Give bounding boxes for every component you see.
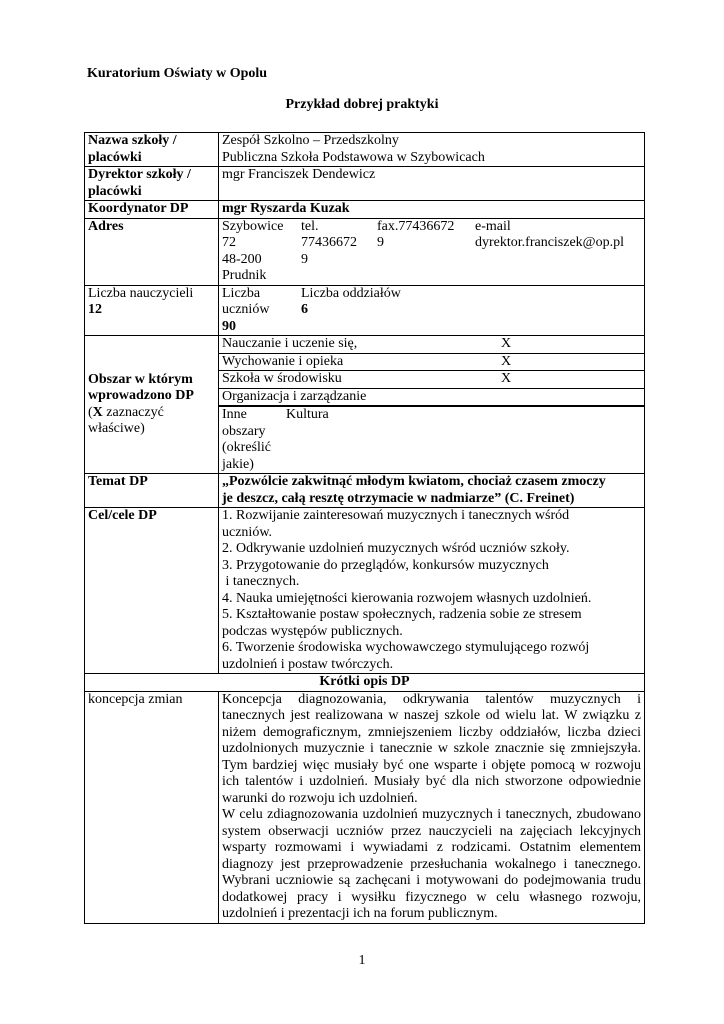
students-classes-cell	[219, 285, 645, 336]
row-short-description-header	[85, 674, 645, 692]
teachers-count-cell: Liczba nauczycieli 12	[85, 285, 219, 336]
concept-paragraph: Koncepcja diagnozowania, odkrywania talentów muzycznych i tanecznych jest realizowana w naszej szkole od wielu lat. W związku z niżem demograficznym, zmniejszeniem liczby oddziałów, liczba dzieci uzdolnionych muzycznie i tanecznie w szkole znacznie się zmniejszyła. Tym bardziej więc musiały być one wsparte i objęte pomocą w rozwoju ich talentów i uzdolnień. Musiały być dla nich stworzone odpowiednie warunki do rozwoju ich uzdolnień.	[222, 691, 641, 806]
goal-line: podczas występów publicznych.	[222, 623, 403, 639]
address-value: Szybowice 72 48-200 Prudnik	[222, 218, 284, 283]
goal-line: 5. Kształtowanie postaw społecznych, radzenia sobie ze stresem	[222, 607, 582, 622]
row-school-name	[85, 133, 645, 167]
fax-value: fax.77436672 9	[377, 218, 455, 250]
practice-table	[84, 132, 645, 924]
topic-value: „Pozwólcie zakwitnąć młodym kwiatom, chociaż czasem zmoczy je deszcz, całą resztę otrzymacie w nadmiarze” (C. Freinet)	[219, 474, 645, 508]
page-number: 1	[358, 953, 366, 968]
students-count: Liczba uczniów 90	[222, 285, 270, 334]
header-institution: Kuratorium Oświaty w Opolu	[87, 66, 268, 81]
other-area-value: Kultura	[283, 407, 644, 474]
goal-line: uczniów.	[222, 524, 273, 540]
concept-text	[219, 691, 645, 923]
label-coordinator: Koordynator DP	[85, 201, 219, 219]
tel-value: tel. 77436672 9	[301, 218, 357, 267]
goal-line: 1. Rozwijanie zainteresowań muzycznych i tanecznych wśród	[222, 508, 570, 523]
area-row-other	[219, 406, 644, 474]
area-row: Nauczanie i uczenie się, X	[219, 336, 644, 353]
concept-paragraph: W celu zdiagnozowania uzdolnień muzycznych i tanecznych, zbudowano system obserwacji uczniów przez nauczycieli na zajęciach lekcyjnych wsparty rozmowami i wywiadami z rodzicami. Ostatnim elementem diagnozy jest przeprowadzenie przesłuchania wokalnego i tanecznego. Wybrani uczniowie są zachęcani i motywowani do podejmowania trudu dodatkowej pracy i wysiłku fizycznego w celu własnego rozwoju, uzdolnień i prezentacji ich na forum publicznym.	[222, 807, 641, 921]
label-director: Dyrektor szkoły / placówki	[85, 167, 219, 201]
area-row: Wychowanie i opieka X	[219, 353, 644, 371]
label-address: Adres	[85, 218, 219, 285]
row-topic	[85, 474, 645, 508]
email-value: e-mail dyrektor.franciszek@op.pl	[475, 218, 624, 250]
goal-line: 2. Odkrywanie uzdolnień muzycznych wśród uczniów szkoły.	[222, 541, 570, 556]
area-mark	[498, 388, 644, 406]
row-coordinator	[85, 201, 645, 219]
row-concept	[85, 691, 645, 923]
goal-line: 3. Przygotowanie do przeglądów, konkursów muzycznych	[222, 557, 549, 573]
row-address	[85, 218, 645, 285]
row-goals	[85, 508, 645, 674]
row-director	[85, 167, 645, 201]
director-value: mgr Franciszek Dendewicz	[219, 167, 645, 201]
document-title: Przykład dobrej praktyki	[285, 97, 439, 112]
label-topic: Temat DP	[85, 474, 219, 508]
label-concept: koncepcja zmian	[85, 691, 219, 923]
area-mark: X	[498, 353, 644, 371]
goal-line: 6. Tworzenie środowiska wychowawczego stymulującego rozwój	[222, 640, 590, 655]
goals-list	[219, 508, 645, 674]
area-row: Organizacja i zarządzanie	[219, 388, 644, 406]
other-area-label: Inne obszary (określić jakie)	[219, 407, 283, 474]
area-mark: X	[498, 371, 644, 389]
goal-line: uzdolnień i postaw twórczych.	[222, 656, 394, 672]
classes-count: Liczba oddziałów 6	[301, 285, 401, 317]
short-description-heading: Krótki opis DP	[85, 674, 645, 692]
label-areas: Obszar w którym wprowadzono DP (X zaznaczyć właściwe)	[85, 336, 219, 474]
address-cell	[219, 218, 645, 285]
goal-line: 4. Nauka umiejętności kierowania rozwojem własnych uzdolnień.	[222, 590, 592, 606]
label-school-name: Nazwa szkoły / placówki	[85, 133, 219, 167]
coordinator-value: mgr Ryszarda Kuzak	[219, 201, 645, 219]
row-areas	[85, 336, 645, 474]
goal-line: i tanecznych.	[222, 574, 300, 589]
row-counts	[85, 285, 645, 336]
area-mark: X	[501, 336, 512, 351]
areas-cell	[219, 336, 645, 474]
school-name-value: Zespół Szkolno – Przedszkolny Publiczna Szkoła Podstawowa w Szybowicach	[219, 133, 645, 167]
label-goals: Cel/cele DP	[85, 508, 219, 674]
area-row: Szkoła w środowisku X	[219, 371, 644, 389]
